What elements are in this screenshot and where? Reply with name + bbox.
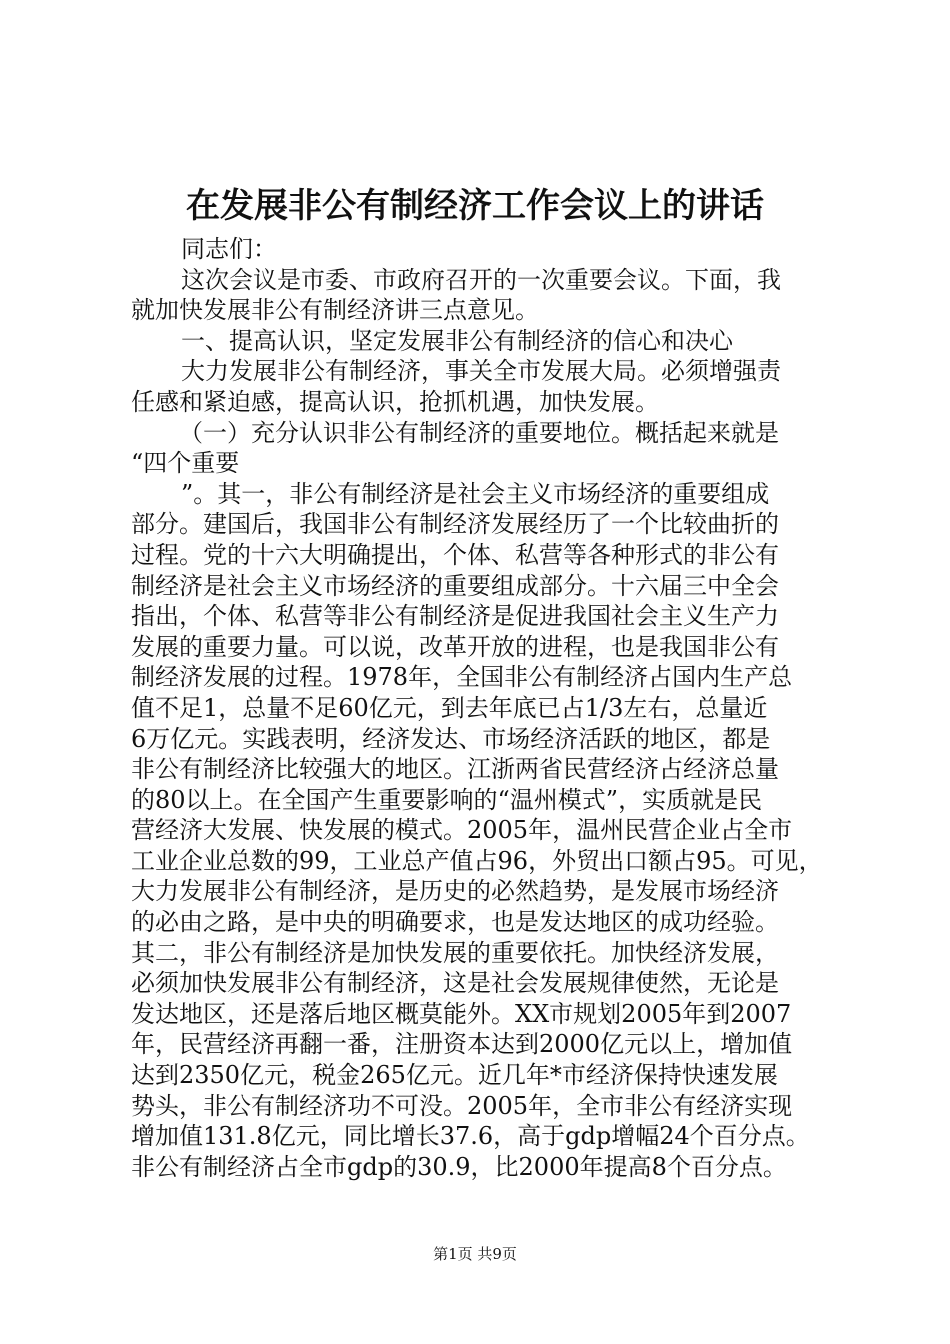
paragraph-line: 指出，个体、私营等非公有制经济是促进我国社会主义生产力: [131, 602, 779, 631]
paragraph-line: 值不足1，总量不足60亿元，到去年底已占1/3左右，总量近: [131, 693, 768, 722]
document-title: 在发展非公有制经济工作会议上的讲话: [186, 186, 764, 226]
paragraph-line: “四个重要: [131, 449, 240, 478]
paragraph-line: 达到2350亿元，税金265亿元。近几年*市经济保持快速发展: [131, 1061, 778, 1090]
paragraph-line: 发达地区，还是落后地区概莫能外。XX市规划2005年到2007: [131, 999, 792, 1028]
paragraph-line: 这次会议是市委、市政府召开的一次重要会议。下面，我: [181, 265, 781, 294]
paragraph-line: ”。其一，非公有制经济是社会主义市场经济的重要组成: [181, 479, 770, 508]
paragraph-line: 就加快发展非公有制经济讲三点意见。: [131, 296, 539, 325]
paragraph-line: 任感和紧迫感，提高认识，抢抓机遇，加快发展。: [131, 387, 659, 416]
section-heading: 一、提高认识，坚定发展非公有制经济的信心和决心: [181, 326, 733, 355]
paragraph-line: 6万亿元。实践表明，经济发达、市场经济活跃的地区，都是: [131, 724, 771, 753]
document-body: [131, 234, 831, 1182]
salutation: 同志们：: [181, 235, 277, 263]
paragraph-line: 营经济大发展、快发展的模式。2005年，温州民营企业占全市: [131, 816, 793, 845]
paragraph-line: 年，民营经济再翻一番，注册资本达到2000亿元以上，增加值: [131, 1030, 793, 1059]
paragraph-line: 的必由之路，是中央的明确要求，也是发达地区的成功经验。: [131, 908, 779, 937]
paragraph-line: 必须加快发展非公有制经济，这是社会发展规律使然，无论是: [131, 969, 779, 998]
paragraph-line: 制经济发展的过程。1978年，全国非公有制经济占国内生产总: [131, 663, 793, 692]
paragraph-line: 大力发展非公有制经济，是历史的必然趋势，是发展市场经济: [131, 877, 779, 906]
paragraph-line: 发展的重要力量。可以说，改革开放的进程，也是我国非公有: [131, 632, 779, 661]
paragraph-line: 部分。建国后，我国非公有制经济发展经历了一个比较曲折的: [131, 510, 779, 539]
subsection-heading: （一）充分认识非公有制经济的重要地位。概括起来就是: [179, 418, 779, 447]
paragraph-line: 非公有制经济比较强大的地区。江浙两省民营经济占经济总量: [131, 755, 779, 784]
paragraph-line: 势头，非公有制经济功不可没。2005年，全市非公有经济实现: [131, 1091, 793, 1120]
paragraph-line: 大力发展非公有制经济，事关全市发展大局。必须增强责: [181, 357, 781, 386]
paragraph-line: 工业企业总数的99，工业总产值占96，外贸出口额占95。可见，: [131, 846, 823, 875]
paragraph-line: 制经济是社会主义市场经济的重要组成部分。十六届三中全会: [131, 571, 779, 600]
paragraph-line: 非公有制经济占全市gdp的30.9，比2000年提高8个百分点。: [131, 1152, 787, 1181]
paragraph-line: 的80以上。在全国产生重要影响的“温州模式”，实质就是民: [131, 785, 763, 814]
paragraph-line: 过程。党的十六大明确提出，个体、私营等各种形式的非公有: [131, 540, 779, 569]
paragraph-line: 增加值131.8亿元，同比增长37.6，高于gdp增幅24个百分点。: [131, 1122, 810, 1151]
page-footer: 第1页 共9页: [433, 1245, 517, 1263]
paragraph-line: 其二，非公有制经济是加快发展的重要依托。加快经济发展，: [131, 938, 779, 967]
